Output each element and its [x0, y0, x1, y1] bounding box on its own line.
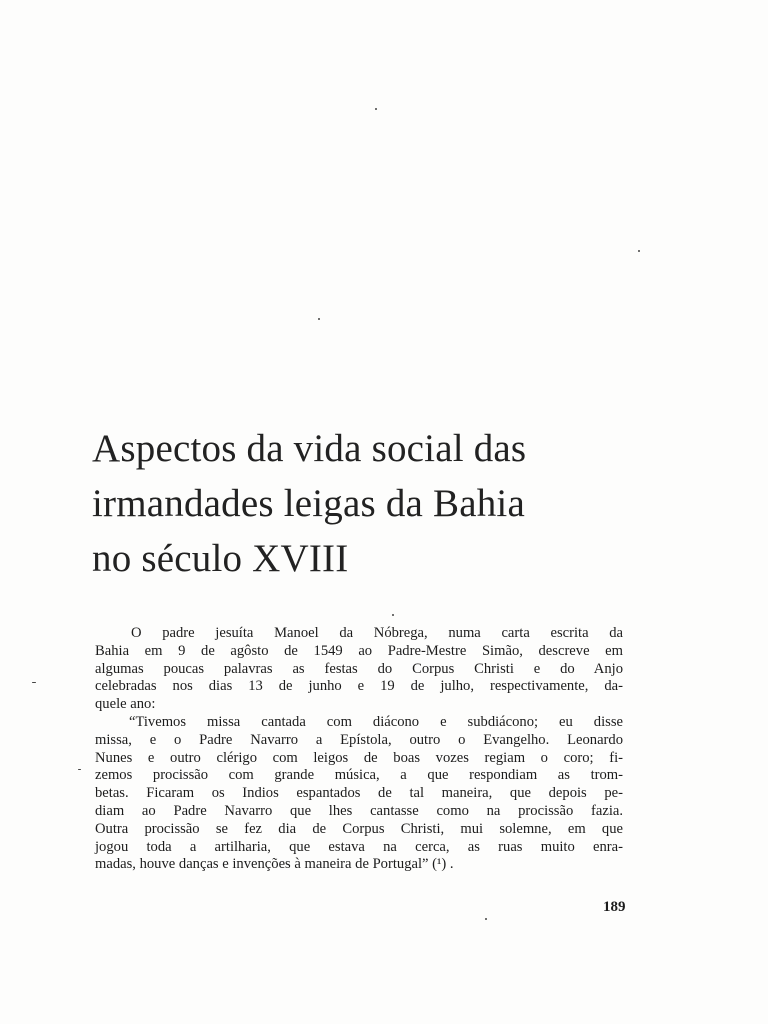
paper-speck	[78, 769, 81, 770]
quotation-line: “Tivemos missa cantada com diácono e subdiácono; eu disse	[129, 713, 623, 730]
quotation-line: betas. Ficaram os Indios espantados de tal maneira, que depois pe-	[95, 785, 623, 802]
quotation-line: zemos procissão com grande música, a que respondiam as trom-	[95, 767, 623, 784]
quotation-line: Nunes e outro clérigo com leigos de boas vozes regiam o coro; fi-	[95, 749, 623, 766]
body-line: Bahia em 9 de agôsto de 1549 ao Padre-Mestre Simão, descreve em	[95, 642, 623, 659]
body-line: celebradas nos dias 13 de junho e 19 de julho, respectivamente, da-	[95, 678, 623, 695]
quotation-line: madas, houve danças e invenções à maneira de Portugal” (¹) .	[95, 856, 454, 873]
paper-speck	[375, 108, 377, 110]
chapter-title	[92, 421, 526, 586]
chapter-title-line: Aspectos da vida social das	[92, 427, 527, 470]
page-number: 189	[603, 899, 626, 915]
paper-speck	[32, 682, 36, 683]
quotation-line: jogou toda a artilharia, que estava na cerca, as ruas muito enra-	[95, 838, 623, 855]
body-text	[95, 625, 623, 874]
body-line: algumas poucas palavras as festas do Corpus Christi e do Anjo	[95, 660, 623, 677]
chapter-title-line: no século XVIII	[92, 537, 349, 580]
body-line: O padre jesuíta Manoel da Nóbrega, numa carta escrita da	[131, 625, 623, 641]
paper-speck	[638, 250, 640, 252]
quotation-line: Outra procissão se fez dia de Corpus Christi, mui solemne, em que	[95, 820, 623, 837]
quotation-line: missa, e o Padre Navarro a Epístola, outro o Evangelho. Leonardo	[95, 731, 623, 748]
body-line: quele ano:	[95, 696, 156, 713]
quotation-line: diam ao Padre Navarro que lhes cantasse como na procissão fazia.	[95, 802, 623, 819]
paper-speck	[392, 614, 394, 616]
paper-speck	[485, 918, 487, 920]
chapter-title-line: irmandades leigas da Bahia	[92, 482, 525, 525]
paper-speck	[318, 318, 320, 320]
